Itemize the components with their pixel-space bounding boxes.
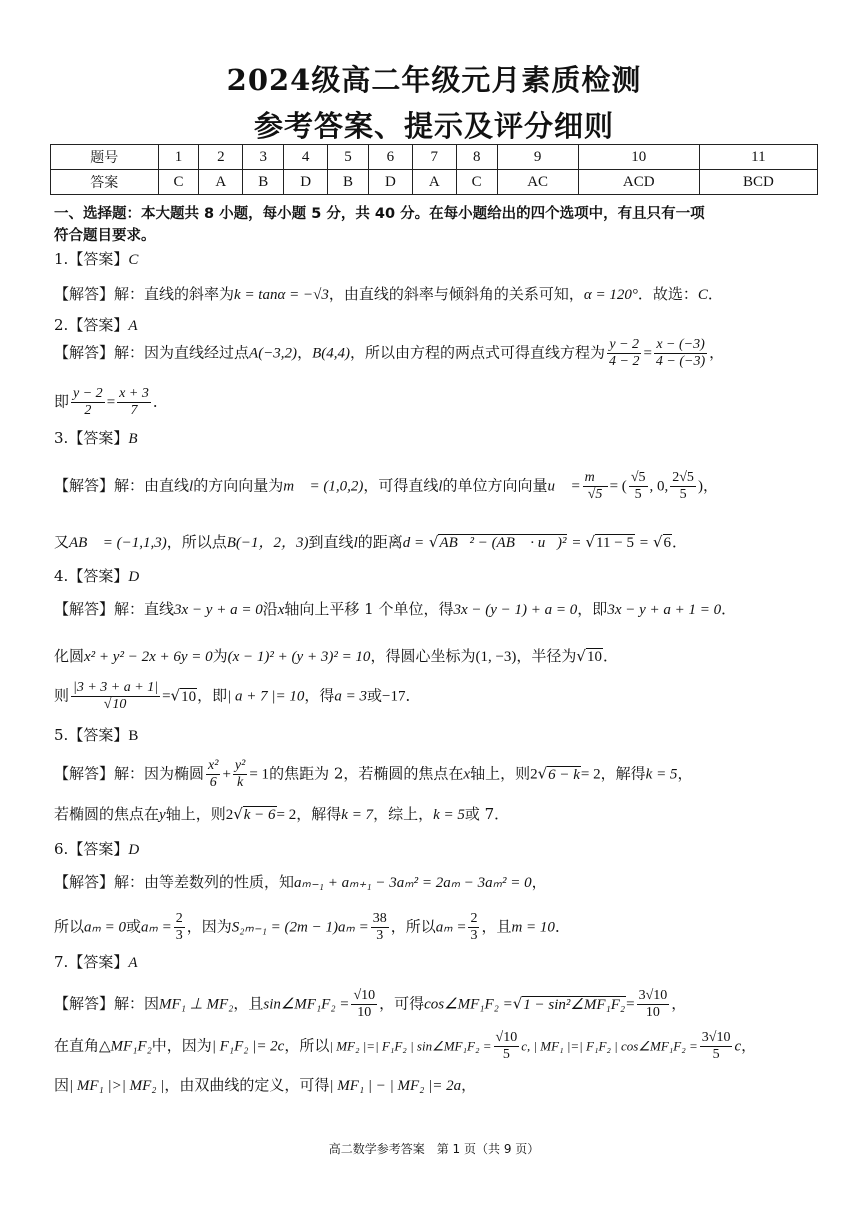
math: k = 7: [341, 807, 374, 823]
answer-tag: 【答案】: [68, 840, 129, 858]
q7-solution-cont2: [54, 1074, 828, 1097]
numerator: x²: [208, 758, 219, 773]
text: ，即: [577, 600, 608, 618]
q3-solution-cont: 又AB⃗ = (−1,1,3)，所以点B(−1，2，3)到直线l的距离d = √AB⃗² − (AB⃗ · u⃗)² = √11 − 5 = √6．: [54, 533, 688, 551]
q6-solution-cont: [54, 911, 828, 944]
text: 即: [54, 392, 70, 411]
math: aₘ = 0: [84, 919, 126, 936]
math: | MF₁ |>| MF₂ |: [69, 1078, 165, 1094]
text: 所以: [54, 917, 85, 936]
fraction: [351, 988, 377, 1021]
fraction: [654, 337, 707, 370]
text: 则: [54, 686, 70, 705]
text: ，所以由方程的两点式可得直线方程为: [349, 343, 605, 362]
section-heading-cont: 符合题目要求。: [54, 228, 156, 244]
sqrt: AB⃗² − (AB⃗ · u⃗)²: [439, 535, 567, 551]
answer-table: [50, 144, 818, 195]
math: l: [353, 535, 358, 551]
denominator: 6: [209, 775, 217, 790]
page-title: 2024级高二年级元月素质检测: [226, 63, 642, 97]
math: =: [572, 535, 581, 551]
denominator: 10: [357, 1005, 372, 1020]
math: m⃗ = (1,0,2): [283, 478, 364, 495]
text: ．: [554, 917, 570, 936]
text: ．: [152, 392, 168, 411]
q-number: 8: [456, 145, 497, 170]
answer-letter: D: [128, 842, 140, 858]
text: ，得: [304, 686, 335, 705]
answer-cell: C: [158, 170, 199, 195]
fraction: [71, 680, 160, 713]
q-number: 6: [368, 145, 412, 170]
math: (1, −3): [475, 649, 517, 665]
numerator: √10: [353, 988, 376, 1003]
text: 的距离: [357, 533, 403, 551]
q4-solution: [54, 598, 828, 621]
denominator: 5: [679, 487, 687, 502]
text: 化圆: [54, 647, 85, 665]
answer-cell: AC: [497, 170, 578, 195]
q-number: 9: [497, 145, 578, 170]
q4-answer-line: [54, 565, 828, 588]
math: sin∠MF₁F₂ =: [263, 996, 350, 1013]
answer-tag: 【答案】: [68, 316, 129, 334]
math: cos∠MF₁F₂ =: [424, 996, 513, 1013]
answer-cell: C: [456, 170, 497, 195]
text: ，可得: [379, 994, 425, 1013]
text: ，: [297, 343, 313, 362]
q-num: 4.: [54, 567, 69, 585]
numerator: |3 + 3 + a + 1|: [73, 680, 159, 695]
math: k = tanα = −√3: [234, 287, 329, 303]
sqrt: 11 − 5: [596, 535, 634, 551]
q5-solution-cont: 若椭圆的焦点在y轴上，则2√k − 6= 2，解得k = 7，综上，k = 5或 7．: [54, 805, 510, 823]
numerator: x − (−3): [654, 337, 707, 354]
q4-solution-cont2: 则 $\frac{|3 + 3 + a + 1|}{√10}$ =√10，即| a + 7 |= 10，得a = 3或−17．: [54, 680, 421, 712]
denominator: 2: [84, 403, 92, 418]
text: 到直线: [308, 533, 354, 551]
math: =: [643, 345, 652, 362]
q-num: 3.: [54, 429, 69, 447]
denominator: 4 − (−3): [655, 354, 706, 369]
fraction: [494, 1030, 520, 1063]
q2-answer-line: [54, 314, 828, 337]
answer-tag: 【答案】: [68, 567, 129, 585]
denominator: √10: [103, 697, 127, 712]
denominator: 7: [130, 403, 138, 418]
fraction: [700, 1030, 733, 1063]
answer-tag: 【答案】: [68, 429, 129, 447]
text: 的焦距为 2，若椭圆的焦点在: [269, 764, 464, 783]
text: ．故选：: [637, 285, 698, 303]
math: a = 3: [334, 688, 367, 705]
jieda-tag: 【解答】解：: [54, 764, 145, 783]
fraction: [71, 386, 105, 419]
math: =: [626, 996, 635, 1013]
text: 因: [54, 1076, 70, 1094]
math: , 0,: [649, 478, 669, 495]
answer-table-row-answers: [51, 170, 818, 195]
section-heading: 一、选择题：本大题共 8 小题，每小题 5 分，共 40 分。在每小题给出的四个选项中，有且只有一项: [54, 206, 705, 222]
math: α = 120°: [583, 287, 638, 303]
numerator: 2: [470, 911, 478, 926]
q6-solution: [54, 871, 828, 894]
sqrt: 6 − k: [548, 766, 580, 783]
q2-solution-cont: [54, 386, 828, 419]
text: 直线的斜率为: [144, 285, 235, 303]
text: ，且: [481, 917, 512, 936]
q5-answer-line: [54, 724, 828, 747]
q-number: 2: [199, 145, 243, 170]
text: 的单位方向向量: [442, 476, 548, 495]
math: C: [697, 287, 708, 303]
q5-solution: 【解答】解：因为椭圆 $\frac{\text{x²}}{6}$ + $\frac{\text{y²}}{k}$ = 1的焦距为 2，若椭圆的焦点在x轴上，则2√6 − k= 2，解得k = 5，: [54, 758, 693, 790]
answer-cell: D: [284, 170, 328, 195]
text: 沿: [262, 600, 278, 618]
text: ，因为: [186, 917, 232, 936]
q4-solution-cont: 化圆x² + y² − 2x + 6y = 0为(x − 1)² + (y + 3)² = 10，得圆心坐标为(1, −3)，半径为√10．: [54, 647, 618, 665]
page-footer: 高二数学参考答案 第 1 页（共 9 页）: [328, 1142, 540, 1156]
math: aₘ =: [435, 919, 467, 936]
jieda-tag: 【解答】解：: [54, 476, 145, 495]
answer-table-row-numbers: [51, 145, 818, 170]
math: l: [438, 478, 443, 495]
denominator: 5: [634, 487, 642, 502]
sqrt: 10: [586, 649, 602, 665]
q-num: 7.: [54, 953, 69, 971]
math: = (: [609, 478, 627, 495]
numerator: 3√10: [701, 1030, 731, 1045]
math: MF₁ ⊥ MF₂: [159, 996, 234, 1013]
math: | F₁F₂ |= 2c: [211, 1038, 285, 1055]
math: +: [222, 766, 231, 783]
denominator: 5: [502, 1047, 510, 1062]
text: ，所以点: [166, 533, 227, 551]
text: 因为椭圆: [144, 764, 205, 783]
math: aₘ =: [141, 919, 172, 936]
math: y: [159, 807, 166, 823]
math: =: [106, 394, 116, 411]
math: =: [162, 688, 171, 705]
text: ，解得: [296, 805, 342, 823]
fraction: [371, 911, 389, 944]
answer-tag: 【答案】: [68, 250, 129, 268]
text: ，所以: [284, 1036, 330, 1055]
answer-cell: B: [328, 170, 369, 195]
answer-letter: A: [128, 955, 138, 971]
jieda-tag: 【解答】解：: [54, 343, 145, 362]
row-header-question: 题号: [51, 145, 159, 170]
numerator: x + 3: [119, 386, 149, 401]
math: 2: [530, 766, 538, 783]
fraction: [206, 758, 220, 791]
denominator: 3: [175, 928, 183, 943]
text: ，由直线的斜率与倾斜角的关系可知，: [328, 285, 584, 303]
jieda-tag: 【解答】解：: [54, 873, 145, 891]
math: l: [189, 478, 194, 495]
denominator: 5: [712, 1047, 720, 1062]
math: d =: [402, 535, 425, 551]
numerator: √10: [495, 1030, 518, 1045]
math: = 1: [249, 766, 270, 783]
numerator: y²: [234, 758, 246, 773]
answer-cell: B: [243, 170, 284, 195]
math: AB⃗ = (−1,1,3): [69, 535, 167, 551]
math: S₂ₘ₋₁ = (2m − 1)aₘ =: [231, 919, 369, 936]
text: 或: [125, 917, 141, 936]
answer-cell: D: [368, 170, 412, 195]
row-header-answer: 答案: [51, 170, 159, 195]
q-number: 3: [243, 145, 284, 170]
math: A(−3,2): [249, 345, 298, 362]
text: ，可得直线: [363, 476, 439, 495]
jieda-tag: 【解答】解：: [54, 285, 145, 303]
text: 轴上，则: [165, 805, 226, 823]
text: ，: [677, 764, 693, 783]
text: 在直角△: [54, 1036, 111, 1055]
q3-answer-line: [54, 427, 828, 450]
text: 由直线: [144, 476, 190, 495]
math: ): [697, 478, 703, 495]
answer-cell: ACD: [578, 170, 699, 195]
text: ．: [721, 600, 737, 618]
numerator: 2√5: [672, 470, 694, 485]
math: =: [639, 535, 649, 551]
math: c: [734, 1038, 742, 1055]
numerator: 38: [372, 911, 387, 926]
math: = 2: [580, 766, 601, 783]
q-number: 11: [699, 145, 817, 170]
text: 轴上，则: [470, 764, 531, 783]
math: −17: [382, 688, 406, 705]
q1-solution: [54, 283, 828, 306]
math: | MF₁ | − | MF₂ |= 2a: [329, 1078, 462, 1094]
jieda-tag: 【解答】解：: [54, 994, 145, 1013]
numerator: √5: [630, 470, 646, 485]
math: k = 5: [645, 766, 678, 783]
text: 直线: [144, 600, 175, 618]
q-number: 10: [578, 145, 699, 170]
text: 或: [367, 686, 383, 705]
text: ，: [741, 1036, 757, 1055]
math: 2: [225, 807, 234, 823]
text: 为: [212, 647, 228, 665]
sqrt: 10: [181, 688, 197, 705]
answer-letter: D: [128, 569, 140, 585]
answer-cell: A: [199, 170, 243, 195]
text: ，半径为: [516, 647, 577, 665]
q-num: 6.: [54, 840, 69, 858]
q-number: 1: [158, 145, 199, 170]
text: 轴向上平移 1 个单位，得: [284, 600, 454, 618]
text: 又: [54, 533, 70, 551]
fraction: [117, 386, 151, 419]
math: c, | MF₁ |=| F₁F₂ | cos∠MF₁F₂ =: [521, 1038, 698, 1054]
fraction: [629, 470, 648, 503]
text: ，即: [197, 686, 228, 705]
q2-solution: [54, 337, 828, 370]
math: 3x − (y − 1) + a = 0: [453, 602, 578, 618]
q1-answer-line: [54, 248, 828, 271]
answer-cell: A: [412, 170, 456, 195]
q6-answer-line: [54, 838, 828, 861]
fraction: [607, 337, 641, 370]
text: 中，因为: [151, 1036, 212, 1055]
text: ．: [707, 285, 723, 303]
numerator: y − 2: [73, 386, 103, 401]
math: x: [463, 766, 471, 783]
text: ，所以: [390, 917, 436, 936]
q7-answer-line: [54, 951, 828, 974]
text: 由等差数列的性质，知: [144, 873, 295, 891]
answer-letter: B: [128, 728, 139, 744]
fraction: [174, 911, 185, 944]
math: MF₁F₂: [110, 1038, 152, 1055]
math: 3x − y + a + 1 = 0: [607, 602, 722, 618]
math: B(4,4): [312, 345, 350, 362]
answer-letter: B: [128, 431, 138, 447]
sqrt: 10: [112, 697, 127, 712]
sqrt: k − 6: [243, 807, 276, 823]
q7-solution: 【解答】解：因MF₁ ⊥ MF₂，且sin∠MF₁F₂ = $\frac{√10}{10}$ ，可得cos∠MF₁F₂ =√1 − sin²∠MF₁F₂= $\frac{3√10}{10}$ ，: [54, 988, 687, 1020]
answer-tag: 【答案】: [68, 953, 129, 971]
q-number: 5: [328, 145, 369, 170]
numerator: 3√10: [638, 988, 668, 1003]
answer-cell: BCD: [699, 170, 817, 195]
numerator: 2: [175, 911, 183, 926]
text: 因: [144, 994, 160, 1013]
text: ，解得: [600, 764, 646, 783]
fraction: [670, 470, 696, 503]
answer-letter: C: [128, 252, 139, 268]
math: aₘ₋₁ + aₘ₊₁ − 3aₘ² = 2aₘ − 3aₘ² = 0: [294, 875, 532, 891]
numerator: y − 2: [607, 337, 641, 354]
text: 或 7．: [464, 805, 510, 823]
text: ，得圆心坐标为: [370, 647, 476, 665]
denominator: 4 − 2: [609, 354, 640, 369]
text: ．: [405, 686, 421, 705]
text: ，: [702, 476, 718, 495]
q-number: 4: [284, 145, 328, 170]
text: 因为直线经过点: [144, 343, 250, 362]
math: (x − 1)² + (y + 3)² = 10: [227, 649, 371, 665]
text: 若椭圆的焦点在: [54, 805, 160, 823]
text: ，: [709, 343, 725, 362]
q-num: 2.: [54, 316, 69, 334]
denominator: k: [237, 775, 244, 790]
q3-solution: [54, 470, 828, 503]
math: | a + 7 |= 10: [227, 688, 305, 705]
sqrt: 6: [663, 535, 672, 551]
numerator: m⃗: [584, 470, 606, 485]
math: 3x − y + a = 0: [174, 602, 263, 618]
denominator: 10: [645, 1005, 660, 1020]
text: ，: [531, 873, 547, 891]
q-number: 7: [412, 145, 456, 170]
q7-solution-cont: [54, 1030, 828, 1063]
jieda-tag: 【解答】解：: [54, 600, 145, 618]
text: ，: [461, 1076, 477, 1094]
math: x² + y² − 2x + 6y = 0: [84, 649, 213, 665]
q-num: 5.: [54, 726, 69, 744]
math: u⃗ =: [547, 478, 581, 495]
fraction: [468, 911, 479, 944]
fraction: [583, 470, 608, 503]
answer-tag: 【答案】: [68, 726, 129, 744]
page-subtitle: 参考答案、提示及评分细则: [253, 109, 614, 143]
text: ．: [672, 533, 688, 551]
denominator: √5: [587, 487, 603, 502]
math: x: [277, 602, 285, 618]
denominator: 3: [470, 928, 478, 943]
math: B(−1，2，3): [226, 535, 309, 551]
fraction: [637, 988, 670, 1021]
math: k = 5: [433, 807, 465, 823]
math: = 2: [276, 807, 297, 823]
text: ，由双曲线的定义，可得: [164, 1076, 330, 1094]
denominator: 3: [376, 928, 384, 943]
text: ，: [671, 994, 687, 1013]
q-num: 1.: [54, 250, 69, 268]
fraction: [233, 758, 247, 791]
text: ，且: [233, 994, 264, 1013]
math: m = 10: [511, 919, 555, 936]
text: 的方向向量为: [193, 476, 284, 495]
text: ，综上，: [373, 805, 434, 823]
text: ．: [602, 647, 618, 665]
math: | MF₂ |=| F₁F₂ | sin∠MF₁F₂ =: [329, 1038, 492, 1054]
answer-letter: A: [128, 318, 138, 334]
sqrt: 1 − sin²∠MF₁F₂: [523, 996, 626, 1013]
